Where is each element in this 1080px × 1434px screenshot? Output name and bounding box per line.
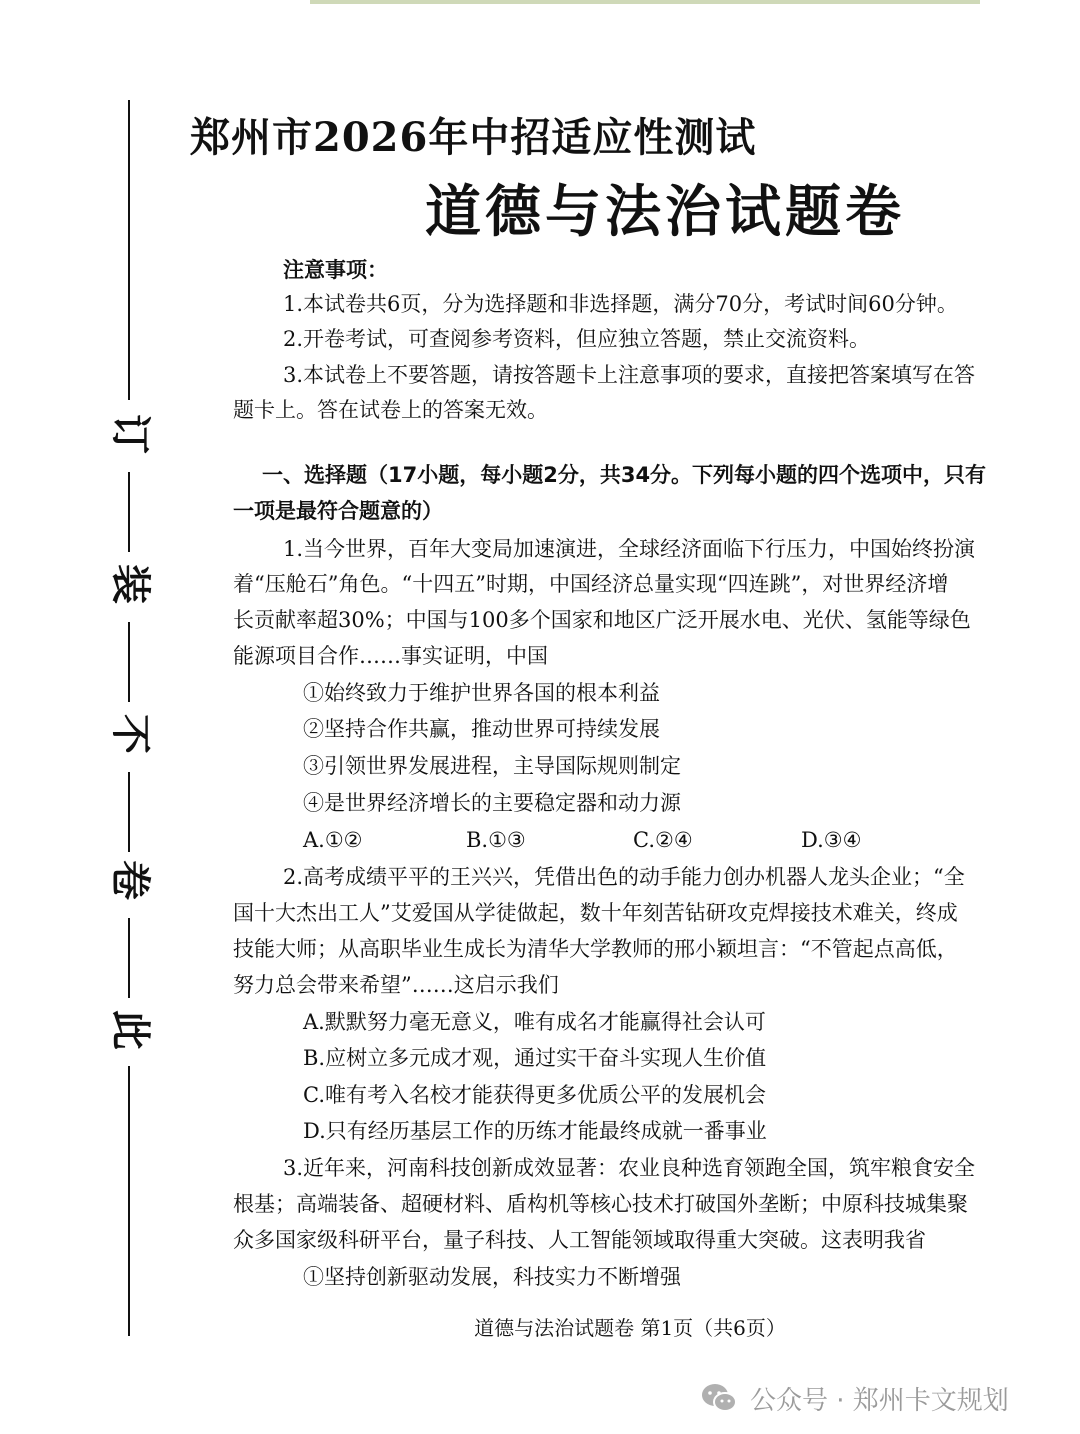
notice-heading: 注意事项： [283, 258, 388, 282]
option-b: B.应树立多元成才观，通过实干奋斗实现人生价值 [303, 1046, 767, 1070]
answer-options [303, 825, 923, 855]
question-stem: 长贡献率超30%；中国与100多个国家和地区广泛开展水电、光伏、氢能等绿色 [233, 608, 971, 632]
binding-line [128, 472, 130, 552]
question-stem: 国十大杰出工人”艾爱国从学徒做起，数十年刻苦钻研攻克焊接技术难关，终成 [233, 901, 958, 925]
question-stem: 众多国家级科研平台，量子科技、人工智能领域取得重大突破。这表明我省 [233, 1228, 926, 1252]
binding-char: 卷 [107, 860, 153, 900]
option-a: A.默默努力毫无意义，唯有成名才能赢得社会认可 [303, 1010, 766, 1034]
subject-title: 道德与法治试题卷 [425, 180, 905, 245]
option-c: C.唯有考入名校才能获得更多优质公平的发展机会 [303, 1083, 766, 1107]
binding-line [128, 622, 130, 702]
notice-item: 2.开卷考试，可查阅参考资料，但应独立答题，禁止交流资料。 [283, 327, 871, 351]
question-stem: 着“压舱石”角色。“十四五”时期，中国经济总量实现“四连跳”，对世界经济增 [233, 572, 949, 596]
statement: ①始终致力于维护世界各国的根本利益 [303, 681, 660, 705]
option-b: B.①③ [466, 828, 526, 852]
binding-line [128, 1066, 130, 1336]
statement: ④是世界经济增长的主要稳定器和动力源 [303, 791, 681, 815]
statement: ②坚持合作共赢，推动世界可持续发展 [303, 717, 660, 741]
binding-margin [100, 100, 160, 1340]
option-a: A.①② [303, 828, 363, 852]
option-c: C.②④ [633, 828, 693, 852]
question-stem: 根基；高端装备、超硬材料、盾构机等核心技术打破国外垄断；中原科技城集聚 [233, 1192, 968, 1216]
binding-char: 不 [107, 714, 153, 754]
statement: ①坚持创新驱动发展，科技实力不断增强 [303, 1265, 681, 1289]
binding-line [128, 772, 130, 852]
binding-line [128, 918, 130, 998]
section-heading: 一、选择题（17小题，每小题2分，共34分。下列每小题的四个选项中，只有 [262, 463, 987, 487]
question-stem: 能源项目合作……事实证明，中国 [233, 644, 548, 668]
watermark [700, 1378, 1009, 1418]
notice-item: 题卡上。答在试卷上的答案无效。 [233, 398, 548, 422]
binding-char: 装 [107, 564, 153, 604]
watermark-text: 公众号 · 郑州卡文规划 [750, 1385, 1009, 1416]
exam-title: 郑州市2026年中招适应性测试 [190, 114, 757, 161]
binding-char: 订 [107, 414, 153, 454]
notice-item: 3.本试卷上不要答题，请按答题卡上注意事项的要求，直接把答案填写在答 [283, 363, 976, 387]
question-stem: 1.当今世界，百年大变局加速演进，全球经济面临下行压力，中国始终扮演 [283, 537, 976, 561]
question-stem: 2.高考成绩平平的王兴兴，凭借出色的动手能力创办机器人龙头企业；“全 [283, 865, 965, 889]
wechat-icon [700, 1382, 738, 1414]
top-edge-strip [310, 0, 980, 4]
binding-char: 此 [107, 1010, 153, 1050]
page-footer: 道德与法治试题卷 第1页（共6页） [474, 1316, 786, 1340]
option-d: D.只有经历基层工作的历练才能最终成就一番事业 [303, 1119, 767, 1143]
statement: ③引领世界发展进程，主导国际规则制定 [303, 754, 681, 778]
notice-item: 1.本试卷共6页，分为选择题和非选择题，满分70分，考试时间60分钟。 [283, 292, 958, 316]
question-stem: 技能大师；从高职毕业生成长为清华大学教师的邢小颖坦言：“不管起点高低， [233, 937, 958, 961]
question-stem: 努力总会带来希望”……这启示我们 [233, 973, 559, 997]
option-d: D.③④ [801, 828, 862, 852]
question-stem: 3.近年来，河南科技创新成效显著：农业良种选育领跑全国，筑牢粮食安全 [283, 1156, 976, 1180]
section-heading: 一项是最符合题意的） [233, 499, 443, 523]
